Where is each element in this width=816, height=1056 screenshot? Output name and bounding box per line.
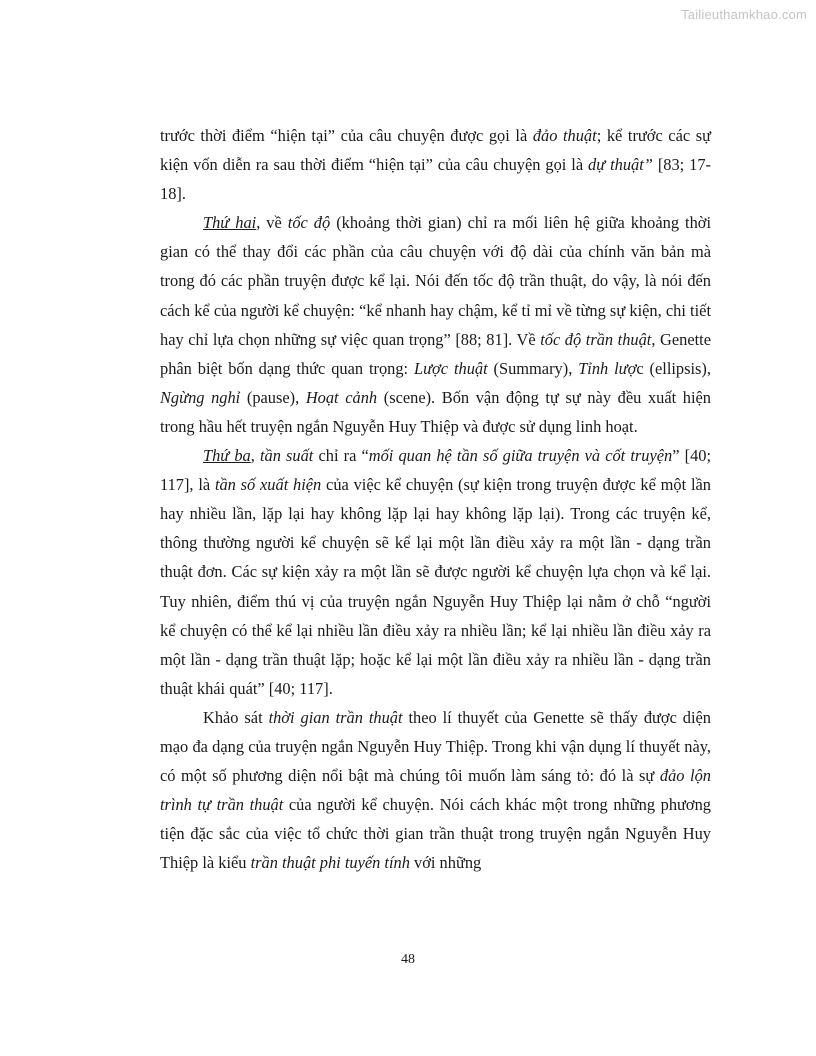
text-run: của người kể chuyện. Nói cách khác một trong những phương tiện đặc sắc của việc tổ chức thời gian trần thuật trong truyện ngắn Nguyễn Huy Thiệp là kiểu [160, 795, 711, 873]
text-run: ; kể trước các sự kiện vốn diễn ra sau thời điểm “hiện tại” của câu chuyện gọi là [160, 126, 711, 175]
italic-term: tốc độ [287, 213, 331, 233]
italic-term: Hoạt cảnh [305, 387, 378, 407]
italic-term: tần suất [259, 446, 314, 466]
underlined-italic-term: Thứ ba [203, 446, 251, 466]
text-run: của việc kể chuyện (sự kiện trong truyện được kể một lần hay nhiều lần, lặp lại hay không lặp lại hay không lặp lại). Trong các truyện kể, thông thường người kể chuyện sẽ kể lại một lần điều xảy ra một lần - dạng trần thuật đơn. Các sự kiện xảy ra một lần sẽ được người kể chuyện lựa chọn và kể lại. Tuy nhiên, điểm thú vị của truyện ngắn Nguyễn Huy Thiệp lại nằm ở chỗ “người kể chuyện có thể kể lại nhiều lần điều xảy ra nhiều lần; kể lại nhiều lần điều xảy ra một lần - dạng trần thuật lặp; hoặc kể lại một lần điều xảy ra nhiều lần - dạng trần thuật khái quát” [40; 117]. [160, 475, 711, 698]
text-run: , Genette phân biệt bốn dạng thức quan trọng: [160, 329, 711, 378]
italic-term: Ngừng nghỉ [160, 387, 241, 407]
italic-term: đảo thuật [532, 126, 597, 145]
italic-term: tốc độ trần thuật [540, 329, 652, 349]
text-run: (Summary), [487, 358, 579, 378]
text-run: trước thời điểm “hiện tại” của câu chuyện được gọi là [160, 126, 533, 145]
text-run: ” [40; 117], là [160, 446, 712, 495]
page-number: 48 [401, 952, 415, 967]
italic-term: thời gian trần thuật [268, 707, 403, 727]
paragraph [160, 441, 711, 703]
italic-term: tần số xuất hiện [214, 475, 322, 495]
italic-term: trần thuật phi tuyến tính [250, 853, 410, 873]
text-run: theo lí thuyết của Genette sẽ thấy được diện mạo đa dạng của truyện ngắn Nguyễn Huy Thiệp. Trong khi vận dụng lí thuyết này, có một số phương diện nổi bật mà chúng tôi muốn làm sáng tỏ: đó là sự [160, 707, 711, 786]
underlined-italic-term: Thứ hai [203, 213, 257, 233]
text-run: chỉ ra “ [313, 446, 369, 466]
paragraph [160, 703, 711, 878]
italic-term: Tỉnh lượ [578, 358, 637, 378]
text-run: (scene). Bốn vận động tự sự này đều xuất hiện trong hầu hết truyện ngắn Nguyễn Huy Thiệp và được sử dụng linh hoạt. [160, 387, 712, 436]
paragraph [160, 121, 711, 208]
text-run: , về [256, 213, 288, 233]
paragraph [160, 208, 711, 441]
text-run: , [250, 446, 260, 466]
text-run: (pause), [240, 387, 306, 407]
text-run: (khoảng thời gian) chỉ ra mối liên hệ giữa khoảng thời gian có thể thay đổi các phần của câu chuyện với độ dài của chính văn bản mà trong đó các phần truyện được kể lại. Nói đến tốc độ trần thuật, do vậy, là nói đến cách kể của người kể chuyện: “kể nhanh hay chậm, kể tỉ mỉ về từng sự kiện, chi tiết hay chỉ lựa chọn những sự việc quan trọng” [88; 81]. Về [160, 213, 712, 349]
text-run: c (ellipsis), [636, 358, 711, 378]
text-run: với những [409, 853, 482, 873]
italic-term: đảo lộn trình tự trần thuật [160, 766, 711, 815]
text-run: Khảo sát [203, 707, 269, 727]
italic-term: Lược thuật [414, 358, 488, 378]
italic-term: dự thuật” [588, 155, 653, 175]
watermark: Tailieuthamkhao.com [681, 7, 807, 22]
document-body [160, 121, 711, 877]
text-run: [83; 17-18]. [160, 155, 712, 204]
italic-term: mối quan hệ tần số giữa truyện và cốt truyện [368, 446, 673, 466]
